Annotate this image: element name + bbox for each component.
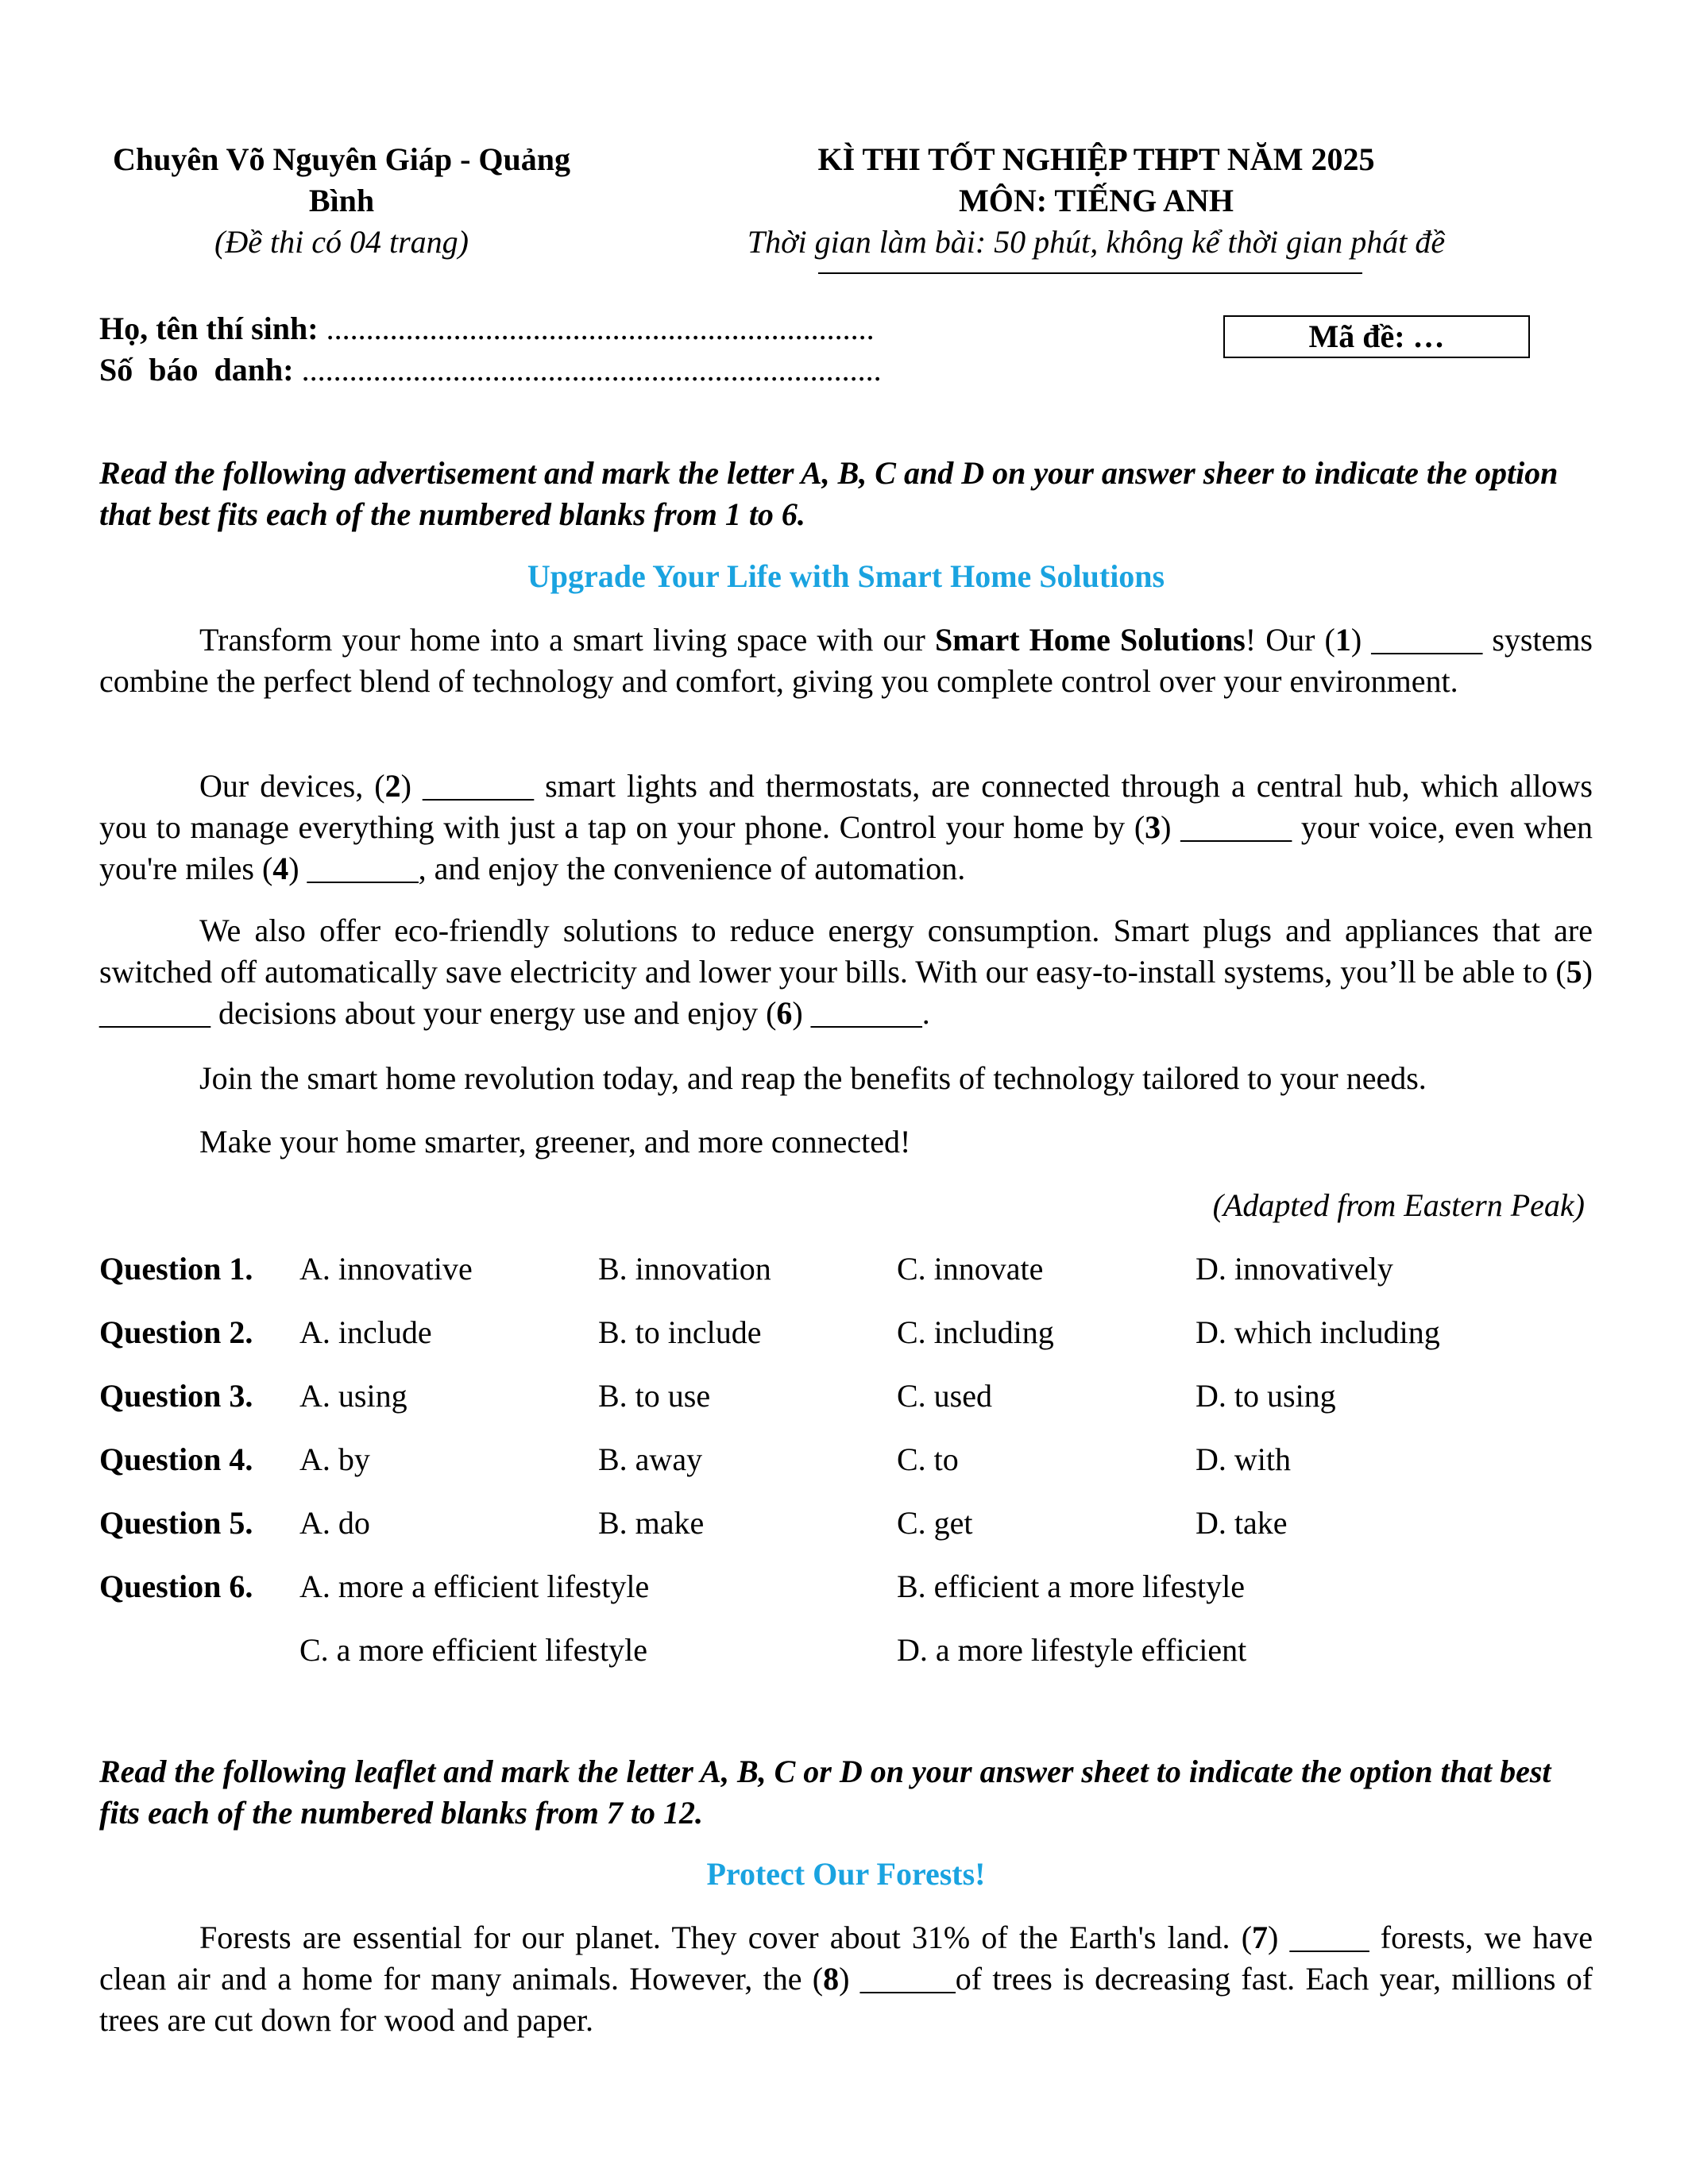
source-citation: (Adapted from Eastern Peak): [1212, 1187, 1585, 1223]
option-a: A. innovative: [299, 1251, 473, 1287]
exam-subject: MÔN: TIẾNG ANH: [959, 183, 1234, 218]
exam-header: [699, 139, 1493, 263]
section2-paragraph-1: Forests are essential for our planet. They cover about 31% of the Earth's land. (7) _____ forests, we have clean air and a home for many animals. However, the (8) ______of trees is decreasing fast. Each year, millions of trees are cut down for wood and paper.: [99, 1920, 1593, 2038]
question-row: [99, 1248, 1593, 1290]
option-b: B. to use: [598, 1378, 711, 1414]
option-a: A. by: [299, 1441, 370, 1477]
pages-note: (Đề thi có 04 trang): [214, 224, 469, 260]
section1-paragraph-5: Make your home smarter, greener, and more connected!: [199, 1124, 911, 1160]
question-row-continued: [99, 1630, 1593, 1671]
section1-paragraph-3: We also offer eco-friendly solutions to reduce energy consumption. Smart plugs and appliances that are switched off automatically save electricity and lower your bills. With our easy-to-install systems, you’ll be able to (5) _______ decisions about your energy use and enjoy (6) _______.: [99, 913, 1593, 1031]
question-row: [99, 1376, 1593, 1417]
option-d: D. innovatively: [1196, 1251, 1393, 1287]
blank-number: 1: [1335, 622, 1351, 658]
exam-code-box: Mã đề: …: [1223, 315, 1530, 358]
question-label: Question 3.: [99, 1378, 253, 1414]
candidate-id-label: Số báo danh:: [99, 352, 294, 388]
candidate-name-field: [99, 308, 875, 349]
option-d: D. a more lifestyle efficient: [897, 1632, 1247, 1668]
option-d: D. take: [1196, 1505, 1288, 1541]
school-name-line2: Bình: [308, 183, 375, 218]
candidate-id-dots: .........................................................................: [293, 352, 882, 388]
option-b: B. to include: [598, 1314, 762, 1350]
school-header: [79, 139, 604, 263]
question-row: [99, 1312, 1593, 1353]
section1-paragraph-4: Join the smart home revolution today, and reap the benefits of technology tailored to your needs.: [199, 1060, 1427, 1096]
question-label: Question 4.: [99, 1441, 253, 1477]
section1-paragraph-2: Our devices, (2) _______ smart lights and thermostats, are connected through a central hub, which allows you to manage everything with just a tap on your phone. Control your home by (3) _______ your voice, even when you're miles (4) _______, and enjoy the convenience of automation.: [99, 768, 1593, 886]
section1-title: Upgrade Your Life with Smart Home Solutions: [527, 558, 1165, 594]
header-divider: [818, 272, 1362, 274]
question-row: [99, 1503, 1593, 1544]
question-label: Question 2.: [99, 1314, 253, 1350]
question-row: [99, 1566, 1593, 1607]
school-name-line1: Chuyên Võ Nguyên Giáp - Quảng: [112, 141, 571, 177]
option-c: C. a more efficient lifestyle: [299, 1632, 647, 1668]
blank-number: 6: [776, 995, 793, 1031]
question-label: Question 1.: [99, 1251, 253, 1287]
blank-number: 2: [384, 768, 401, 804]
option-b: B. innovation: [598, 1251, 771, 1287]
option-c: C. including: [897, 1314, 1054, 1350]
section1-paragraph-1: Transform your home into a smart living space with our Smart Home Solutions! Our (1) _______ systems combine the perfect blend of technology and comfort, giving you complete control over your environment.: [99, 622, 1593, 699]
option-b: B. efficient a more lifestyle: [897, 1569, 1245, 1604]
option-d: D. which including: [1196, 1314, 1440, 1350]
section2-instruction: Read the following leaflet and mark the letter A, B, C or D on your answer sheet to indicate the option that best fits each of the numbered blanks from 7 to 12.: [99, 1754, 1551, 1831]
option-d: D. with: [1196, 1441, 1291, 1477]
blank-number: 8: [823, 1961, 840, 1997]
candidate-name-dots: .....................................................................: [318, 311, 875, 346]
option-b: B. away: [598, 1441, 703, 1477]
option-b: B. make: [598, 1505, 705, 1541]
option-c: C. to: [897, 1441, 959, 1477]
section2-title: Protect Our Forests!: [706, 1856, 986, 1892]
option-a: A. using: [299, 1378, 408, 1414]
question-label: Question 5.: [99, 1505, 253, 1541]
brand-name: Smart Home Solutions: [934, 622, 1246, 658]
blank-number: 7: [1252, 1920, 1269, 1955]
candidate-id-field: [99, 349, 882, 391]
option-c: C. get: [897, 1505, 973, 1541]
option-a: A. include: [299, 1314, 432, 1350]
blank-number: 3: [1145, 809, 1161, 845]
option-c: C. innovate: [897, 1251, 1044, 1287]
time-note: Thời gian làm bài: 50 phút, không kể thời gian phát đề: [747, 224, 1446, 260]
option-a: A. more a efficient lifestyle: [299, 1569, 650, 1604]
option-c: C. used: [897, 1378, 992, 1414]
blank-number: 4: [272, 851, 289, 886]
section1-instruction: Read the following advertisement and mark the letter A, B, C and D on your answer sheer to indicate the option that best fits each of the numbered blanks from 1 to 6.: [99, 455, 1559, 532]
exam-title: KÌ THI TỐT NGHIỆP THPT NĂM 2025: [817, 141, 1375, 177]
question-row: [99, 1439, 1593, 1480]
blank-number: 5: [1566, 954, 1582, 990]
question-label: Question 6.: [99, 1569, 253, 1604]
candidate-name-label: Họ, tên thí sinh:: [99, 311, 319, 346]
option-d: D. to using: [1196, 1378, 1336, 1414]
option-a: A. do: [299, 1505, 370, 1541]
